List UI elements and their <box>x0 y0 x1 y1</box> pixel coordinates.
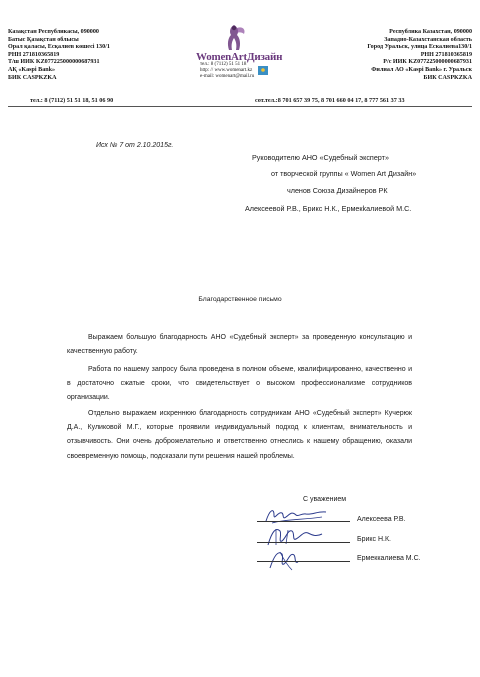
signer-name: Алексеева Р.В. <box>357 516 406 523</box>
body-paragraph: Отдельно выражаем искреннюю благодарность сотрудникам АНО «Судебный эксперт» Кучерюк Д.А., Куликовой М.Г., которые проявили индивидуальный подход к клиентам, внимательность и отзывчивость. Они очень доброжелательно и ответственно отнеслись к нашему обращению, оказали своевременную помощь, подсказали пути решения нашей проблемы. <box>67 410 412 460</box>
letterhead-right-line: Город Уральск, улица Ескалиева130/1 <box>367 44 472 51</box>
flag-emblem-icon <box>258 66 268 75</box>
signature-mark <box>262 505 332 527</box>
logo-contact-line: http: // www.womenart.kz <box>200 68 253 73</box>
letterhead-left-line: Казақстан Республикасы, 090000 <box>8 29 99 35</box>
letterhead-right-line: Западно-Казахстанская область <box>384 36 472 43</box>
letterhead-left-line: АҚ «Kaspi Bank» <box>8 66 56 73</box>
letterhead-left-line: Орал қаласы, Есқалиев көшесі 130/1 <box>8 44 110 51</box>
letterhead-left-line: Батыс Қазақстан облысы <box>8 36 79 43</box>
woman-figure-logo-icon <box>220 22 250 52</box>
addressee-line: Руководителю АНО «Судебный эксперт» <box>252 153 389 162</box>
letterhead-left-line: РНН 271810365819 <box>8 51 60 58</box>
letterhead-divider <box>8 106 472 107</box>
letterhead-right-line: РНН 271810365819 <box>420 51 472 58</box>
outgoing-reference: Исх № 7 от 2.10.2015г. <box>96 142 174 149</box>
letterhead-left <box>8 29 110 82</box>
signature-line <box>257 521 350 522</box>
letterhead-right-line: БИК CASPKZKA <box>423 74 472 81</box>
logo-contacts <box>200 62 254 80</box>
logo <box>196 22 283 63</box>
letterhead-right <box>367 29 472 82</box>
letterhead-right-line: Р/с ИИК KZ077225000000687931 <box>383 59 472 66</box>
logo-contact-line: e-mail: womenart@mail.ru <box>200 74 255 79</box>
phone-line-left: тел.: 8 (7112) 51 51 18, 51 06 90 <box>30 97 114 104</box>
signature-mark <box>262 546 332 572</box>
logo-name: WomenArtДизайн <box>196 51 283 63</box>
logo-contact-line: тел.: 8 (7112) 51 51 18 <box>200 62 247 67</box>
regards: С уважением <box>303 496 347 503</box>
letterhead-right-line: Филиал АО «Kaspi Bank» г. Уральск <box>371 66 472 73</box>
addressee-line: Алексеевой Р.В., Брикс Н.К., Ермекkалиевой М.С. <box>245 204 412 213</box>
signature-line <box>257 561 350 562</box>
letter-title: Благодарственное письмо <box>198 296 282 303</box>
letterhead-left-line: Т/ш ИИК KZ077225000000687931 <box>8 59 100 66</box>
addressee-line: членов Союза Дизайнеров РК <box>287 186 388 195</box>
addressee-line: от творческой группы « Women Art Дизайн» <box>271 169 417 178</box>
body-paragraph: Работа по нашему запросу была проведена в полном объеме, квалифицированно, качественно и в достаточно сжатые сроки, что свидетельствует о высоком профессионализме сотрудников организации. <box>67 366 412 402</box>
body-paragraph: Выражаем большую благодарность АНО «Судебный эксперт» за проведенную консультацию и качественную работу. <box>67 334 412 356</box>
phone-line-right: сот.тел.:8 701 657 39 75, 8 701 660 04 17, 8 777 561 37 33 <box>255 97 405 104</box>
signature-line <box>257 542 350 543</box>
signer-name: Ермеккалиева М.С. <box>357 555 421 562</box>
signer-name: Брикс Н.К. <box>357 536 392 543</box>
letterhead-right-line: Республика Казахстан, 090000 <box>389 29 472 35</box>
letterhead-left-line: БИК CASPKZKA <box>8 74 57 81</box>
